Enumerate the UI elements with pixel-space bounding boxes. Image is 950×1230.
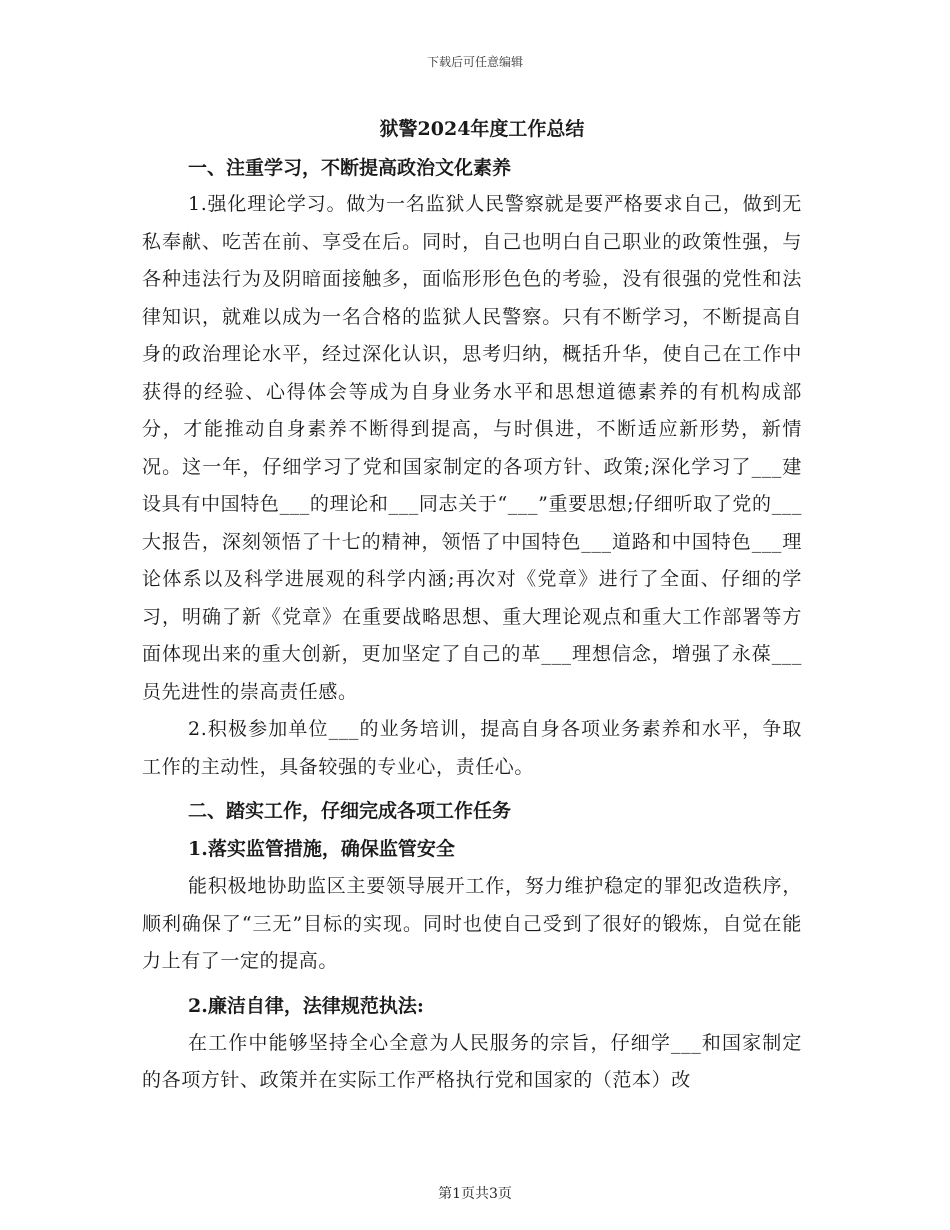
section-1-heading: 一、注重学习，不断提高政治文化素养 [188,157,512,179]
section-2-sub-2-heading: 2.廉洁自律，法律规范执法: [188,994,424,1017]
document-body [142,108,802,1100]
section-2-sub-1-heading: 1.落实监管措施，确保监管安全 [188,838,455,860]
page-header-note: 下载后可任意编辑 [426,55,523,69]
section-2-sub-1-text: 能积极地协助监区主要领导展开工作，努力维护稳定的罪犯改造秩序，顺利确保了“三无”目标的实现。同时也使自己受到了很好的锻炼，自觉在能力上有了一定的提高。 [142,875,802,972]
page-footer-number: 第1页共3页 [438,1186,512,1202]
section-1-paragraph-2: 2.积极参加单位___的业务培训，提高自身各项业务素养和水平，争取工作的主动性，具备较强的专业心，责任心。 [142,718,802,778]
section-2-heading: 二、踏实工作，仔细完成各项工作任务 [188,800,512,822]
section-2-sub-2-text: 在工作中能够坚持全心全意为人民服务的宗旨，仔细学___和国家制定的各项方针、政策并在实际工作严格执行党和国家的（范本）改 [142,1031,802,1091]
section-1-paragraph-1: 1.强化理论学习。做为一名监狱人民警察就是要严格要求自己，做到无私奉献、吃苦在前、享受在后。同时，自己也明白自己职业的政策性强，与各种违法行为及阴暗面接触多，面临形形色色的考验，没有很强的党性和法律知识，就难以成为一名合格的监狱人民警察。只有不断学习，不断提高自身的政治理论水平，经过深化认识，思考归纳，概括升华，使自己在工作中获得的经验、心得体会等成为自身业务水平和思想道德素养的有机构成部分，才能推动自身素养不断得到提高，与时俱进，不断适应新形势，新情况。这一年，仔细学习了党和国家制定的各项方针、政策;深化学习了___建设具有中国特色___的理论和___同志关于“___”重要思想;仔细听取了党的___大报告，深刻领悟了十七的精神，领悟了中国特色___道路和中国特色___理论体系以及科学进展观的科学内涵;再次对《党章》进行了全面、仔细的学习，明确了新《党章》在重要战略思想、重大理论观点和重大工作部署等方面体现出来的重大创新，更加坚定了自己的革___理想信念，增强了永葆___员先进性的崇高责任感。 [142,193,802,703]
document-title: 狱警2024年度工作总结 [379,118,585,140]
